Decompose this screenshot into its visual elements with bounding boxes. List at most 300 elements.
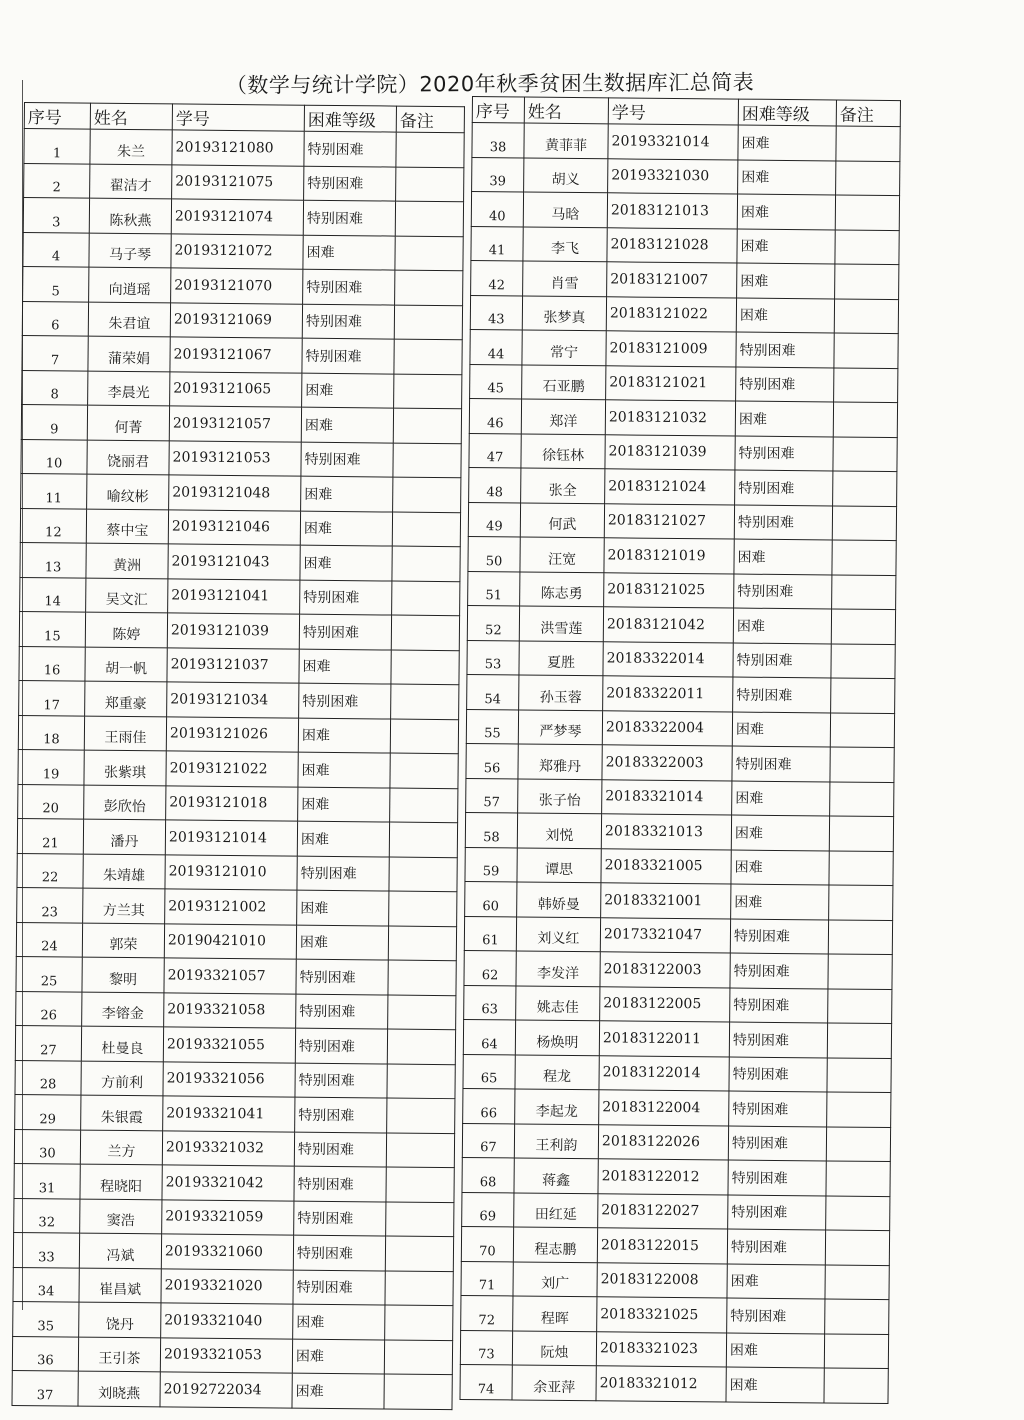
cell-remark (393, 477, 461, 512)
cell-no: 50 (468, 536, 520, 571)
cell-remark (832, 540, 896, 575)
cell-student-id: 20193121022 (166, 751, 298, 787)
cell-student-id: 20183121019 (604, 538, 734, 574)
table-row (20, 542, 460, 581)
cell-name: 黄洲 (86, 543, 168, 578)
table-row (470, 364, 898, 403)
cell-remark (394, 374, 462, 409)
cell-student-id: 20183321005 (601, 848, 731, 884)
cell-student-id: 20193121048 (169, 475, 301, 511)
cell-no: 16 (19, 646, 85, 681)
cell-student-id: 20190421010 (164, 923, 296, 959)
table-row (20, 577, 460, 616)
cell-name: 方前利 (81, 1061, 163, 1096)
cell-no: 4 (23, 232, 89, 267)
table-row (469, 433, 897, 472)
cell-name: 严梦琴 (518, 709, 602, 744)
table-row (23, 266, 463, 305)
cell-student-id: 20183322003 (602, 745, 732, 781)
cell-remark (832, 574, 896, 609)
cell-student-id: 20193121046 (168, 509, 300, 545)
right-table-container (459, 96, 900, 1404)
cell-name: 张梦真 (522, 295, 606, 330)
cell-name: 汪宽 (520, 537, 604, 572)
cell-name: 李飞 (523, 226, 607, 261)
cell-no: 62 (464, 950, 516, 985)
cell-student-id: 20183121009 (606, 331, 736, 367)
table-row (13, 1232, 453, 1271)
cell-name: 杜曼良 (81, 1026, 163, 1061)
cell-difficulty-level: 特别困难 (304, 166, 396, 201)
cell-no: 37 (12, 1370, 78, 1405)
cell-no: 28 (15, 1060, 81, 1095)
cell-no: 46 (469, 398, 521, 433)
cell-difficulty-level: 困难 (293, 1304, 385, 1339)
cell-name: 胡一帆 (85, 647, 167, 682)
cell-no: 34 (13, 1267, 79, 1302)
cell-difficulty-level: 特别困难 (304, 131, 396, 166)
table-row (14, 1198, 454, 1237)
cell-no: 73 (460, 1330, 512, 1365)
cell-name: 石亚鹏 (522, 364, 606, 399)
cell-no: 39 (472, 157, 524, 192)
document-title: （数学与统计学院）2020年秋季贫困生数据库汇总简表 (225, 70, 755, 98)
cell-difficulty-level: 特别困难 (300, 580, 392, 615)
cell-difficulty-level: 特别困难 (736, 367, 834, 402)
cell-difficulty-level: 困难 (726, 1367, 824, 1402)
cell-difficulty-level: 困难 (732, 712, 830, 747)
cell-remark (827, 1023, 891, 1058)
cell-difficulty-level: 特别困难 (729, 1022, 827, 1057)
cell-remark (384, 1340, 452, 1375)
cell-no: 22 (17, 853, 83, 888)
cell-name: 饶丽君 (87, 440, 169, 475)
cell-difficulty-level: 困难 (737, 263, 835, 298)
cell-difficulty-level: 特别困难 (730, 919, 828, 954)
cell-no: 54 (467, 674, 519, 709)
table-row (18, 749, 458, 788)
table-row (23, 198, 463, 237)
cell-no: 32 (14, 1198, 80, 1233)
cell-name: 郑雅丹 (518, 744, 602, 779)
cell-no: 17 (19, 680, 85, 715)
cell-remark (834, 367, 898, 402)
cell-student-id: 20193321040 (161, 1303, 293, 1339)
table-row (461, 1226, 889, 1265)
table-row (466, 778, 894, 817)
cell-name: 陈志勇 (520, 571, 604, 606)
cell-student-id: 20193321060 (161, 1234, 293, 1270)
cell-remark (387, 1098, 455, 1133)
header-remark: 备注 (396, 106, 464, 133)
cell-student-id: 20183121022 (606, 296, 736, 332)
cell-remark (391, 650, 459, 685)
header-no: 序号 (472, 97, 524, 123)
right-table (459, 96, 900, 1404)
table-row (16, 991, 456, 1030)
cell-student-id: 20183321014 (602, 779, 732, 815)
cell-remark (830, 781, 894, 816)
cell-name: 饶丹 (79, 1302, 161, 1337)
table-row (465, 847, 893, 886)
cell-no: 59 (465, 847, 517, 882)
cell-remark (824, 1368, 888, 1403)
cell-no: 25 (16, 956, 82, 991)
cell-name: 张全 (521, 468, 605, 503)
cell-name: 孙玉蓉 (519, 675, 603, 710)
cell-no: 45 (470, 364, 522, 399)
cell-name: 吴文汇 (86, 578, 168, 613)
table-row (466, 743, 894, 782)
cell-difficulty-level: 困难 (738, 160, 836, 195)
cell-student-id: 20193121041 (168, 578, 300, 614)
cell-remark (388, 926, 456, 961)
cell-name: 黎明 (82, 957, 164, 992)
cell-name: 郭荣 (82, 923, 164, 958)
cell-no: 31 (14, 1163, 80, 1198)
cell-student-id: 20193121002 (165, 889, 297, 925)
cell-no: 68 (462, 1157, 514, 1192)
cell-student-id: 20193121075 (172, 164, 304, 200)
table-row (470, 329, 898, 368)
cell-difficulty-level: 困难 (737, 194, 835, 229)
cell-remark (395, 236, 463, 271)
cell-student-id: 20193121069 (170, 302, 302, 338)
cell-no: 65 (463, 1054, 515, 1089)
cell-name: 黄菲菲 (524, 123, 608, 158)
cell-name: 王引茶 (78, 1337, 160, 1372)
cell-difficulty-level: 困难 (298, 752, 390, 787)
cell-difficulty-level: 困难 (300, 511, 392, 546)
cell-name: 马子琴 (89, 233, 171, 268)
cell-remark (829, 850, 893, 885)
cell-name: 潘丹 (83, 819, 165, 854)
cell-name: 夏胜 (519, 640, 603, 675)
cell-difficulty-level: 困难 (302, 373, 394, 408)
cell-name: 郑洋 (521, 399, 605, 434)
cell-remark (830, 712, 894, 747)
table-row (461, 1261, 889, 1300)
table-row (19, 680, 459, 719)
cell-no: 23 (17, 887, 83, 922)
table-row (20, 508, 460, 547)
cell-difficulty-level: 特别困难 (303, 269, 395, 304)
cell-no: 47 (469, 433, 521, 468)
cell-name: 崔昌斌 (79, 1268, 161, 1303)
cell-student-id: 20193121080 (172, 130, 304, 166)
table-row (468, 502, 896, 541)
table-row (17, 853, 457, 892)
cell-name: 姚志佳 (516, 985, 600, 1020)
table-row (19, 646, 459, 685)
cell-no: 18 (18, 715, 84, 750)
cell-remark (833, 402, 897, 437)
cell-student-id: 20193321014 (608, 124, 738, 160)
cell-name: 刘广 (513, 1261, 597, 1296)
table-row (465, 812, 893, 851)
cell-student-id: 20193321041 (163, 1096, 295, 1132)
table-row (15, 1025, 455, 1064)
cell-remark (393, 443, 461, 478)
cell-no: 35 (13, 1301, 79, 1336)
table-row (464, 985, 892, 1024)
table-row (14, 1129, 454, 1168)
cell-no: 9 (21, 404, 87, 439)
cell-remark (394, 339, 462, 374)
cell-no: 72 (461, 1295, 513, 1330)
cell-student-id: 20183121007 (607, 262, 737, 298)
cell-difficulty-level: 特别困难 (727, 1298, 825, 1333)
table-row (464, 950, 892, 989)
cell-no: 30 (14, 1129, 80, 1164)
cell-student-id: 20183122011 (599, 1021, 729, 1057)
cell-name: 洪雪莲 (519, 606, 603, 641)
cell-remark (392, 512, 460, 547)
cell-no: 52 (467, 605, 519, 640)
cell-difficulty-level: 困难 (298, 718, 390, 753)
cell-no: 74 (460, 1364, 512, 1399)
table-row (17, 818, 457, 857)
cell-remark (825, 1299, 889, 1334)
cell-remark (392, 546, 460, 581)
cell-no: 71 (461, 1261, 513, 1296)
cell-remark (388, 995, 456, 1030)
right-header-row (472, 97, 900, 127)
cell-name: 程晓阳 (80, 1164, 162, 1199)
header-level: 困难等级 (304, 105, 396, 132)
cell-no: 1 (24, 129, 90, 164)
table-row (469, 467, 897, 506)
cell-student-id: 20193121072 (171, 233, 303, 269)
cell-difficulty-level: 特别困难 (736, 332, 834, 367)
table-row (471, 226, 899, 265)
cell-student-id: 20183122014 (599, 1055, 729, 1091)
table-row (460, 1364, 888, 1403)
cell-remark (391, 684, 459, 719)
table-row (467, 605, 895, 644)
cell-student-id: 20193321055 (163, 1027, 295, 1063)
table-row (13, 1301, 453, 1340)
cell-student-id: 20183122004 (599, 1090, 729, 1126)
cell-name: 常宁 (522, 330, 606, 365)
cell-name: 方兰其 (83, 888, 165, 923)
table-row (15, 1060, 455, 1099)
cell-difficulty-level: 特别困难 (735, 470, 833, 505)
cell-name: 兰方 (80, 1130, 162, 1165)
cell-difficulty-level: 特别困难 (733, 677, 831, 712)
cell-student-id: 20193321042 (162, 1165, 294, 1201)
cell-student-id: 20183121027 (604, 503, 734, 539)
cell-remark (834, 333, 898, 368)
cell-student-id: 20193121070 (171, 268, 303, 304)
cell-difficulty-level: 特别困难 (295, 1028, 387, 1063)
cell-remark (831, 643, 895, 678)
cell-student-id: 20193121065 (170, 371, 302, 407)
cell-no: 40 (471, 192, 523, 227)
cell-no: 57 (466, 778, 518, 813)
table-row (463, 1019, 891, 1058)
cell-no: 12 (20, 508, 86, 543)
cell-student-id: 20193121037 (167, 647, 299, 683)
cell-name: 窦浩 (80, 1199, 162, 1234)
cell-name: 朱银霞 (81, 1095, 163, 1130)
cell-no: 36 (12, 1336, 78, 1371)
cell-remark (834, 298, 898, 333)
cell-name: 王雨佳 (84, 716, 166, 751)
cell-name: 李发洋 (516, 951, 600, 986)
cell-difficulty-level: 特别困难 (303, 200, 395, 235)
table-row (468, 536, 896, 575)
cell-student-id: 20193321053 (160, 1337, 292, 1373)
cell-difficulty-level: 困难 (299, 649, 391, 684)
cell-no: 48 (469, 467, 521, 502)
cell-student-id: 20193321058 (164, 992, 296, 1028)
cell-no: 15 (19, 611, 85, 646)
cell-name: 蒋鑫 (514, 1158, 598, 1193)
cell-no: 53 (467, 640, 519, 675)
cell-student-id: 20192722034 (160, 1372, 292, 1408)
cell-name: 翟洁才 (90, 164, 172, 199)
cell-difficulty-level: 困难 (731, 850, 829, 885)
cell-student-id: 20193121039 (167, 613, 299, 649)
cell-difficulty-level: 特别困难 (728, 1126, 826, 1161)
cell-no: 26 (16, 991, 82, 1026)
cell-difficulty-level: 特别困难 (734, 505, 832, 540)
cell-no: 69 (462, 1192, 514, 1227)
cell-difficulty-level: 困难 (292, 1373, 384, 1408)
cell-difficulty-level: 困难 (734, 539, 832, 574)
header-no: 序号 (24, 103, 90, 130)
cell-student-id: 20193121026 (166, 716, 298, 752)
table-row (21, 439, 461, 478)
cell-difficulty-level: 困难 (737, 229, 835, 264)
header-level: 困难等级 (738, 99, 836, 126)
cell-remark (828, 919, 892, 954)
cell-no: 43 (470, 295, 522, 330)
cell-difficulty-level: 特别困难 (294, 1201, 386, 1236)
cell-remark (386, 1133, 454, 1168)
cell-no: 20 (18, 784, 84, 819)
cell-no: 21 (17, 818, 83, 853)
table-row (19, 611, 459, 650)
cell-no: 2 (24, 163, 90, 198)
cell-difficulty-level: 特别困难 (294, 1132, 386, 1167)
cell-remark (836, 160, 900, 195)
cell-name: 陈婷 (85, 612, 167, 647)
cell-remark (825, 1230, 889, 1265)
cell-no: 27 (15, 1025, 81, 1060)
table-row (12, 1336, 452, 1375)
cell-difficulty-level: 特别困难 (734, 574, 832, 609)
cell-remark (385, 1236, 453, 1271)
cell-no: 6 (22, 301, 88, 336)
cell-difficulty-level: 特别困难 (732, 746, 830, 781)
cell-name: 何武 (520, 502, 604, 537)
cell-student-id: 20193121010 (165, 854, 297, 890)
cell-name: 郑重豪 (85, 681, 167, 716)
cell-difficulty-level: 特别困难 (735, 436, 833, 471)
cell-name: 韩娇曼 (517, 882, 601, 917)
left-table-body (12, 129, 464, 1410)
cell-remark (390, 719, 458, 754)
cell-no: 38 (472, 123, 524, 158)
cell-name: 冯斌 (79, 1233, 161, 1268)
cell-remark (833, 436, 897, 471)
cell-student-id: 20183122015 (597, 1228, 727, 1264)
table-row (471, 260, 899, 299)
left-table (11, 102, 464, 1410)
cell-student-id: 20193121053 (169, 440, 301, 476)
cell-remark (387, 1064, 455, 1099)
cell-difficulty-level: 困难 (731, 884, 829, 919)
cell-remark (830, 747, 894, 782)
cell-difficulty-level: 困难 (300, 545, 392, 580)
cell-name: 徐钰林 (521, 433, 605, 468)
cell-student-id: 20193321056 (163, 1061, 295, 1097)
cell-no: 42 (471, 260, 523, 295)
table-row (18, 715, 458, 754)
cell-name: 余亚萍 (512, 1365, 596, 1400)
cell-student-id: 20183121021 (606, 365, 736, 401)
cell-name: 陈秋燕 (89, 198, 171, 233)
header-id: 学号 (608, 98, 738, 125)
cell-remark (392, 581, 460, 616)
cell-no: 8 (22, 370, 88, 405)
table-row (21, 404, 461, 443)
cell-student-id: 20183322004 (602, 710, 732, 746)
table-row (463, 1088, 891, 1127)
table-row (465, 881, 893, 920)
cell-student-id: 20193121057 (169, 406, 301, 442)
table-row (16, 956, 456, 995)
table-row (471, 192, 899, 231)
cell-student-id: 20193121067 (170, 337, 302, 373)
cell-remark (827, 1092, 891, 1127)
cell-difficulty-level: 特别困难 (294, 1166, 386, 1201)
cell-remark (831, 678, 895, 713)
cell-no: 63 (464, 985, 516, 1020)
cell-student-id: 20183321012 (596, 1366, 726, 1402)
cell-name: 刘晓燕 (78, 1371, 160, 1406)
cell-remark (386, 1202, 454, 1237)
table-row (467, 674, 895, 713)
cell-difficulty-level: 困难 (731, 815, 829, 850)
cell-remark (835, 264, 899, 299)
cell-no: 56 (466, 743, 518, 778)
header-name: 姓名 (524, 97, 608, 124)
cell-student-id: 20183122026 (598, 1124, 728, 1160)
cell-name: 喻纹彬 (87, 474, 169, 509)
cell-no: 14 (20, 577, 86, 612)
cell-student-id: 20193121014 (165, 820, 297, 856)
right-table-body (460, 123, 900, 1404)
cell-remark (826, 1195, 890, 1230)
cell-difficulty-level: 特别困难 (727, 1229, 825, 1264)
cell-name: 杨焕明 (515, 1020, 599, 1055)
cell-difficulty-level: 特别困难 (301, 442, 393, 477)
table-row (15, 1094, 455, 1133)
table-row (22, 370, 462, 409)
cell-name: 朱靖雄 (83, 854, 165, 889)
cell-name: 胡义 (524, 158, 608, 193)
table-row (462, 1192, 890, 1231)
table-row (16, 922, 456, 961)
cell-no: 19 (18, 749, 84, 784)
cell-name: 王利韵 (514, 1123, 598, 1158)
cell-name: 肖雪 (523, 261, 607, 296)
cell-no: 64 (463, 1019, 515, 1054)
cell-no: 13 (20, 542, 86, 577)
